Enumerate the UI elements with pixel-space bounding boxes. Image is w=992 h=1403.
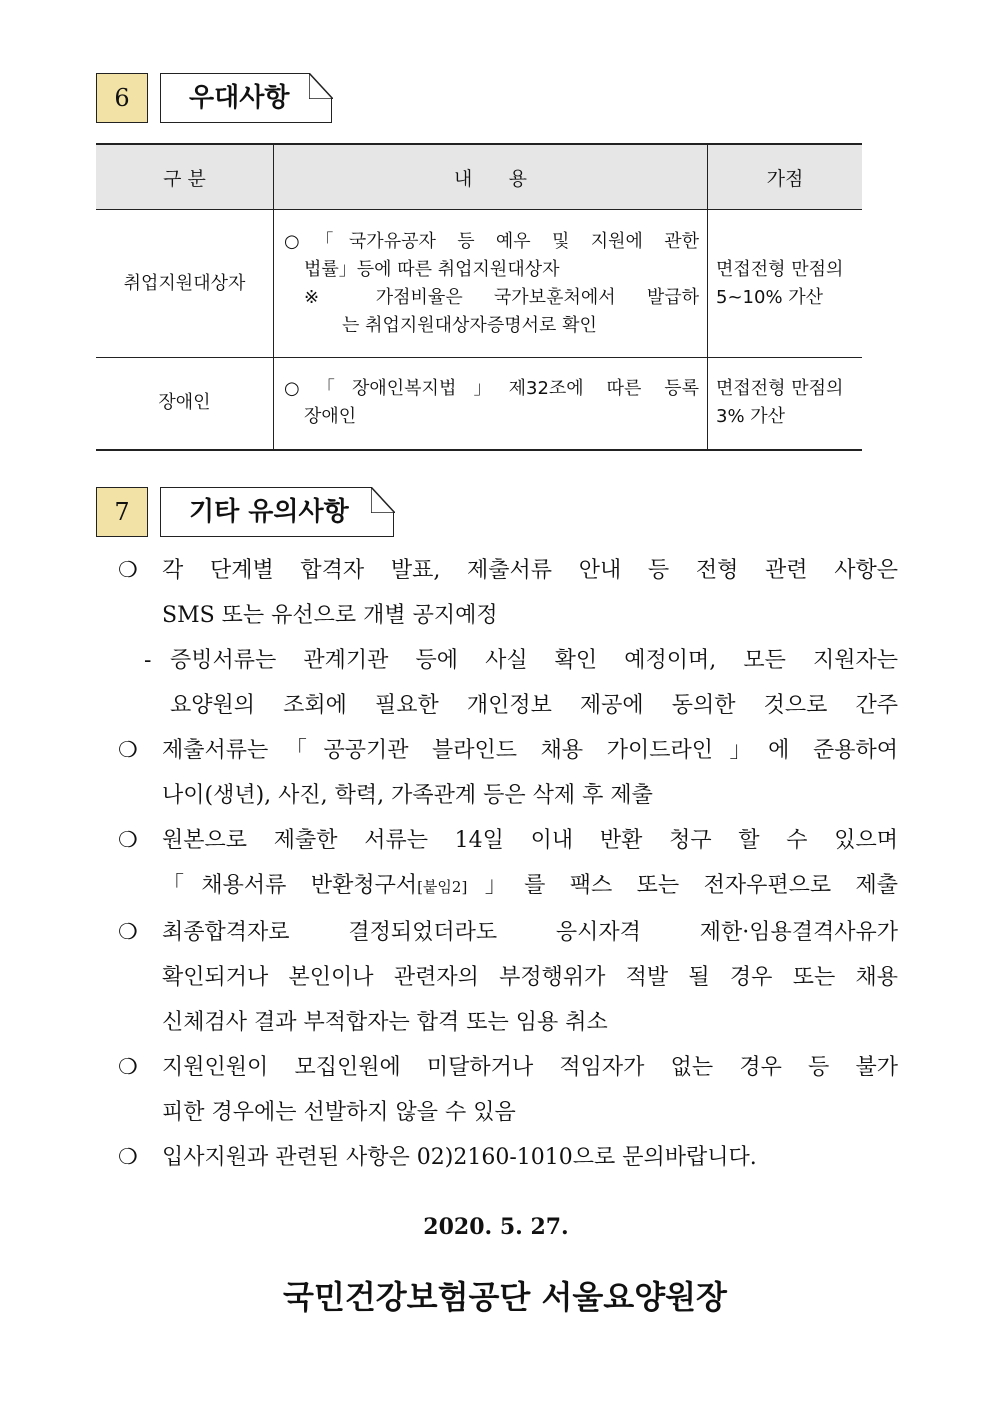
section-7-title-text: 기타 유의사항 [189,497,349,527]
points-line: 면접전형 만점의 [716,258,844,280]
item-line: 지원인원이 모집인원에 미달하거나 적임자가 없는 경우 등 불가 [162,1055,898,1080]
item-line: 나이(생년), 사진, 학력, 가족관계 등은 삭제 후 제출 [162,783,653,808]
notes-list [118,548,898,1180]
section-7-number: 7 [96,487,148,537]
item-line: 제출서류는「공공기관 블라인드 채용 가이드라인」에 준용하여 [162,738,898,763]
folded-corner-icon [309,73,333,99]
issuing-organization: 국민건강보험공단 서울요양원장 [283,1278,727,1316]
row-points [708,210,863,358]
table-row [96,358,862,450]
item-line: 입사지원과 관련된 사항은 02)2160-1010으로 문의바랍니다. [162,1145,757,1170]
table-row [96,210,862,358]
item-line: 최종합격자로 결정되었더라도 응시자격 제한·임용결격사유가 [162,920,898,945]
section-6-title [160,73,332,123]
list-item [118,1135,898,1180]
folded-corner-icon [371,487,395,513]
table-header-row [96,144,862,210]
points-line: 3% 가산 [716,406,786,428]
section-7-title [160,487,394,537]
attachment-ref: [붙임2] [417,878,468,896]
list-item [118,910,898,1045]
list-item [118,728,898,818]
circle-bullet-icon: ❍ [118,1055,138,1080]
circle-bullet-icon: ❍ [118,738,138,763]
sub-item-line: 요양원의 조회에 필요한 개인정보 제공에 동의한 것으로 간주 [170,693,898,718]
circle-bullet-icon: ❍ [118,920,138,945]
sub-item-line: 증빙서류는 관계기관 등에 사실 확인 예정이며, 모든 지원자는 [170,648,898,673]
row-content [274,358,708,450]
content-line: 장애인 [304,406,357,428]
item-line-suffix: 」를 팩스 또는 전자우편으로 제출 [467,873,898,898]
item-line: 피한 경우에는 선발하지 않을 수 있음 [162,1100,516,1125]
circle-bullet-icon: ❍ [118,1145,138,1170]
row-category: 장애인 [96,358,274,450]
preference-table [96,143,862,451]
item-line: SMS 또는 유선으로 개별 공지예정 [162,603,498,628]
dash-bullet-icon: - [144,648,152,673]
list-item [118,1045,898,1135]
points-line: 5~10% 가산 [716,286,824,308]
content-line: 는 취업지원대상자증명서로 확인 [342,314,597,336]
row-category: 취업지원대상자 [96,210,274,358]
item-line: 각 단계별 합격자 발표, 제출서류 안내 등 전형 관련 사항은 [162,558,898,583]
circle-bullet-icon: ❍ [118,558,138,583]
content-line: ○「국가유공자 등 예우 및 지원에 관한 [284,230,699,252]
header-points: 가점 [708,144,863,210]
content-line: ○「장애인복지법」제32조에 따른 등록 [284,378,699,400]
row-points [708,358,863,450]
row-content [274,210,708,358]
content-line: ※ 가점비율은 국가보훈처에서 발급하 [304,286,699,308]
list-item [118,818,898,910]
document-date: 2020. 5. 27. [423,1214,569,1240]
item-line-prefix: 「채용서류 반환청구서 [162,873,418,898]
item-line: 원본으로 제출한 서류는 14일 이내 반환 청구 할 수 있으며 [162,828,898,853]
header-category: 구 분 [96,144,274,210]
item-line: 신체검사 결과 부적합자는 합격 또는 임용 취소 [162,1010,608,1035]
section-6-number: 6 [96,73,148,123]
sub-item [118,638,898,728]
section-6-title-text: 우대사항 [189,83,290,113]
item-line-with-attachment [162,863,898,910]
list-item [118,548,898,638]
item-line: 확인되거나 본인이나 관련자의 부정행위가 적발 될 경우 또는 채용 [162,965,898,990]
header-content: 내 용 [274,144,708,210]
circle-bullet-icon: ❍ [118,828,138,853]
points-line: 면접전형 만점의 [716,378,844,400]
content-line: 법률」등에 따른 취업지원대상자 [304,258,560,280]
